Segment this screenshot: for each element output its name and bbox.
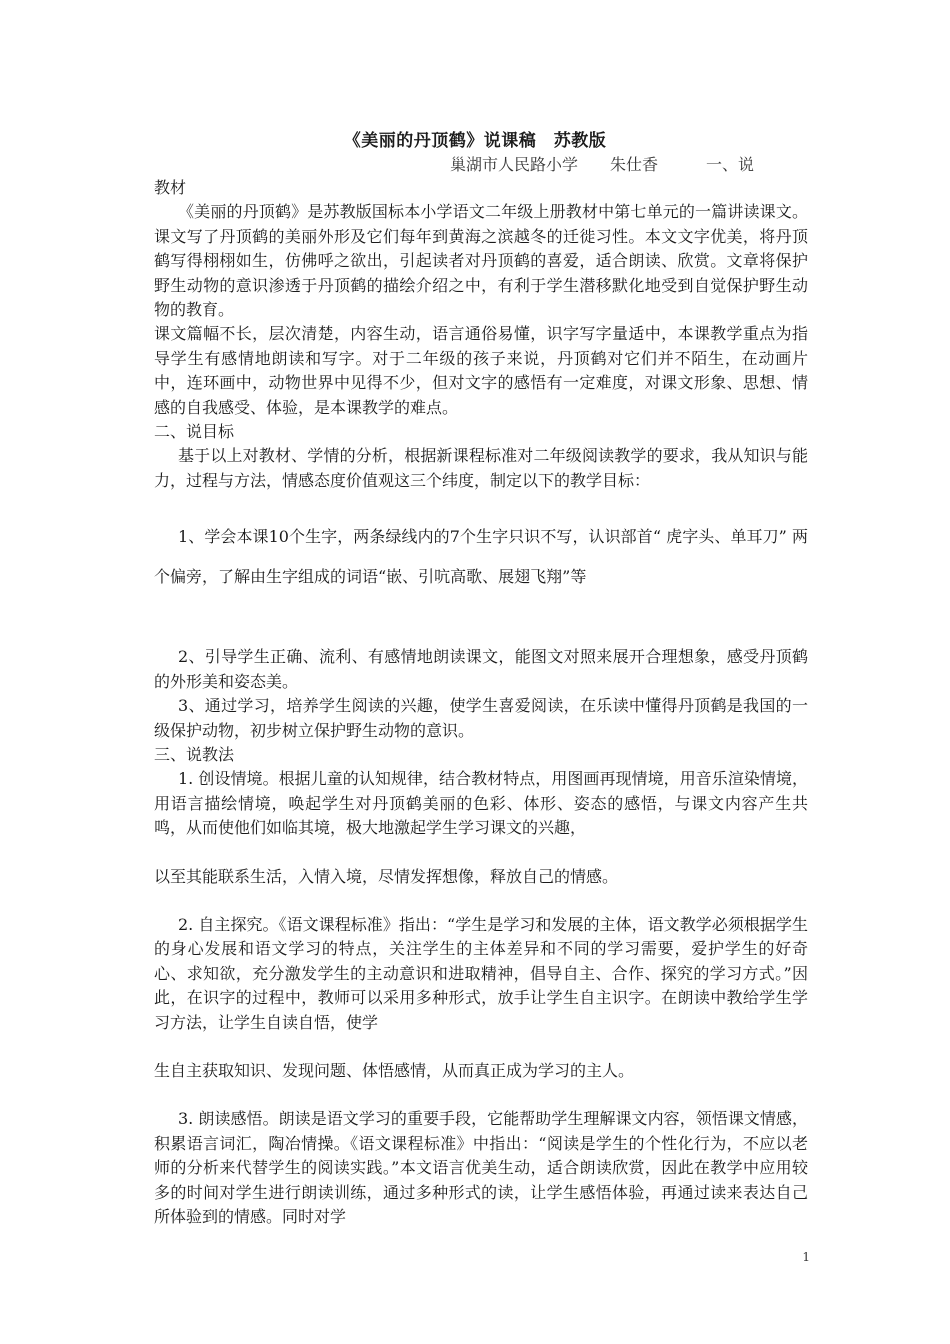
paragraph: 《美丽的丹顶鹤》是苏教版国标本小学语文二年级上册教材中第七单元的一篇讲读课文。课文写了丹顶鹤的美丽外形及它们每年到黄海之滨越冬的迁徙习性。本文文字优美，将丹顶鹤写得栩栩如生，仿佛呼之欲出，引起读者对丹顶鹤的喜爱，适合朗读、欣赏。文章将保护野生动物的意识渗透于丹顶鹤的描绘介绍之中，有利于学生潜移默化地受到自觉保护野生动物的教育。: [154, 202, 808, 320]
paragraph: 以至其能联系生活，入情入境，尽情发挥想像，释放自己的情感。: [154, 866, 619, 886]
paragraph: 教材: [154, 178, 187, 197]
document-title: 《美丽的丹顶鹤》说课稿 苏教版: [343, 131, 607, 151]
page-number: 1: [802, 1250, 810, 1264]
paragraph: 生自主获取知识、发现问题、体悟感情，从而真正成为学习的主人。: [154, 1060, 635, 1080]
paragraph: 课文篇幅不长，层次清楚，内容生动，语言通俗易懂，识字写字量适中，本课教学重点为指导学生有感情地朗读和写字。对于二年级的孩子来说，丹顶鹤对它们并不陌生，在动画片中，连环画中，动物世界中见得不少，但对文字的感悟有一定难度，对课文形象、思想、情感的自我感受、体验，是本课教学的难点。: [154, 324, 808, 417]
author-line: 巢湖市人民路小学 朱仕香 一、说: [450, 155, 755, 174]
paragraph: 2、引导学生正确、流利、有感情地朗读课文，能图文对照来展开合理想象，感受丹顶鹤的外形美和姿态美。: [154, 647, 808, 691]
document-body: [154, 176, 808, 1229]
paragraph: 3、通过学习，培养学生阅读的兴趣，使学生喜爱阅读，在乐读中懂得丹顶鹤是我国的一级保护动物，初步树立保护野生动物的意识。: [154, 696, 808, 740]
paragraph: 1. 创设情境。根据儿童的认知规律，结合教材特点，用图画再现情境，用音乐渲染情境，用语言描绘情境，唤起学生对丹顶鹤美丽的色彩、体形、姿态的感悟，与课文内容产生共鸣，从而使他们如临其境，极大地激起学生学习课文的兴趣，: [154, 769, 808, 838]
section-heading: 二、说目标: [154, 422, 235, 442]
paragraph: 2. 自主探究。《语文课程标准》指出：“学生是学习和发展的主体，语文教学必须根据学生的身心发展和语文学习的特点，关注学生的主体差异和不同的学习需要，爱护学生的好奇心、求知欲，充分激发学生的主动意识和进取精神，倡导自主、合作、探究的学习方式。”因此，在识字的过程中，教师可以采用多种形式，放手让学生自主识字。在朗读中教给学生学习方法，让学生自读自悟，使学: [154, 914, 808, 1032]
paragraph: 基于以上对教材、学情的分析，根据新课程标准对二年级阅读教学的要求，我从知识与能力，过程与方法，情感态度价值观这三个纬度，制定以下的教学目标：: [154, 446, 808, 490]
section-heading: 三、说教法: [154, 744, 235, 764]
paragraph: 1、学会本课10个生字，两条绿线内的7个生字只识不写，认识部首“ 虎字头、单耳刀” 两个偏旁，了解由生字组成的词语“嵌、引吭高歌、展翅飞翔”等: [154, 527, 808, 587]
paragraph: 3. 朗读感悟。朗读是语文学习的重要手段，它能帮助学生理解课文内容，领悟课文情感，积累语言词汇，陶冶情操。《语文课程标准》中指出：“阅读是学生的个性化行为，不应以老师的分析来代替学生的阅读实践。”本文语言优美生动，适合朗读欣赏，因此在教学中应用较多的时间对学生进行朗读训练，通过多种形式的读，让学生感悟体验，再通过读来表达自己所体验到的情感。同时对学: [154, 1109, 808, 1226]
